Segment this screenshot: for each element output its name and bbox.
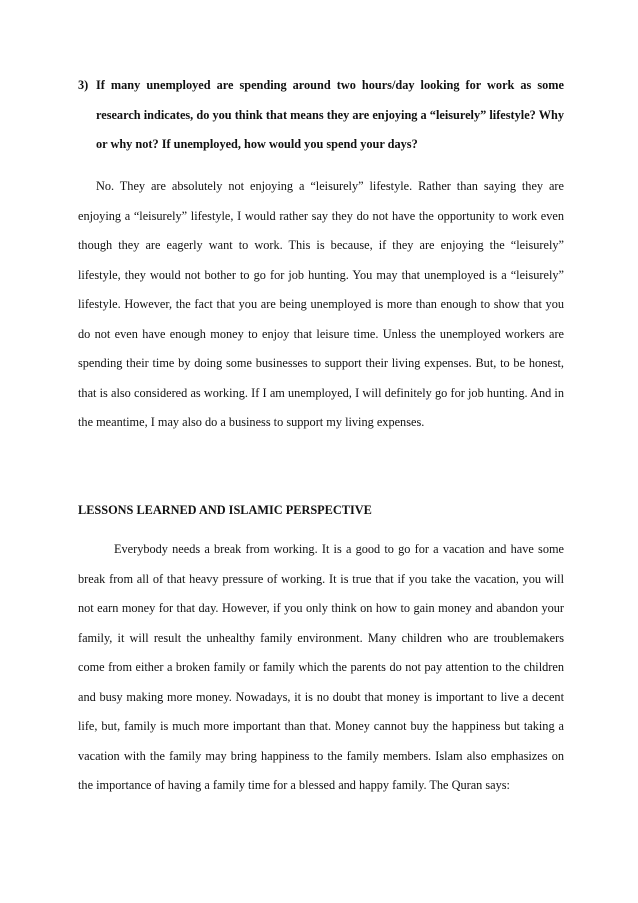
section-heading: LESSONS LEARNED AND ISLAMIC PERSPECTIVE <box>78 503 372 517</box>
question-text: If many unemployed are spending around two hours/day looking for work as some research indicates, do you think that means they are enjoying a “leisurely” lifestyle? Why or why not? If unemployed, how would you spend your days? <box>96 78 564 151</box>
question-block <box>78 71 564 160</box>
question-number: 3) <box>78 78 89 92</box>
lessons-paragraph: Everybody needs a break from working. It is a good to go for a vacation and have some break from all of that heavy pressure of working. It is true that if you take the vacation, you will not earn money for that day. However, if you only think on how to gain money and abandon your family, it will result the unhealthy family environment. Many children who are troublemakers come from either a broken family or family which the parents do not pay attention to the children and busy making more money. Nowadays, it is no doubt that money is important to live a decent life, but, family is much more important than that. Money cannot buy the happiness but taking a vacation with the family may bring happiness to the family members. Islam also emphasizes on the importance of having a family time for a blessed and happy family. The Quran says: <box>78 542 564 792</box>
answer-paragraph: No. They are absolutely not enjoying a “leisurely” lifestyle. Rather than saying they are enjoying a “leisurely” lifestyle, I would rather say they do not have the opportunity to work even though they are eagerly want to work. This is because, if they are enjoying the “leisurely” lifestyle, they would not bother to go for job hunting. You may that unemployed is a “leisurely” lifestyle. However, the fact that you are being unemployed is more than enough to show that you do not even have enough money to enjoy that leisure time. Unless the unemployed workers are spending their time by doing some businesses to support their living expenses. But, to be honest, that is also considered as working. If I am unemployed, I will definitely go for job hunting. And in the meantime, I may also do a business to support my living expenses. <box>78 179 564 429</box>
